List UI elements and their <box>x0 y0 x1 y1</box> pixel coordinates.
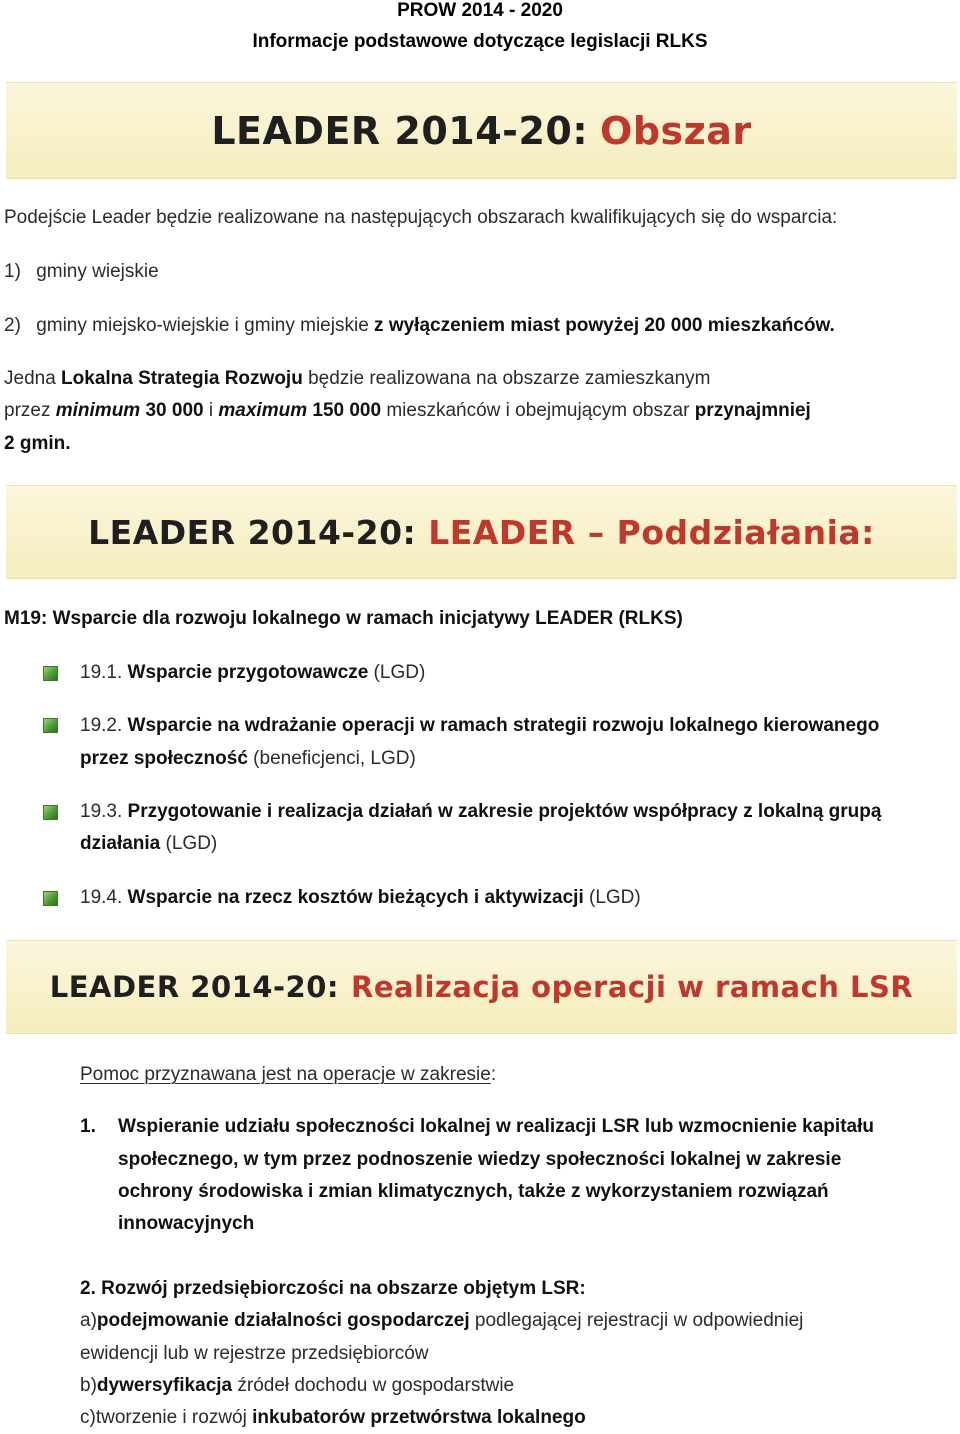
submeasure-19-4 <box>80 882 641 914</box>
support-point-2a <box>80 1305 803 1337</box>
measure-heading <box>4 603 683 635</box>
bullet-icon <box>43 718 58 733</box>
strategy-bold: 30 000 <box>140 400 204 421</box>
subpoint-text: źródeł dochodu w gospodarstwie <box>232 1375 515 1396</box>
point-text: ochrony środowiska i zmian klimatycznych, także z wykorzystaniem rozwiązań <box>118 1181 829 1202</box>
strategy-text: przez <box>4 400 56 421</box>
support-point-1-line <box>118 1208 254 1240</box>
banner-highlight: Realizacja operacji w ramach LSR <box>350 970 914 1004</box>
strategy-bold: 150 000 <box>307 400 382 421</box>
subpoint-prefix: a) <box>80 1310 97 1331</box>
submeasure-beneficiary: (LGD) <box>160 833 218 854</box>
bullet-icon <box>43 891 58 906</box>
strategy-bold: przynajmniej <box>694 400 811 421</box>
obszar-item-2 <box>4 310 835 342</box>
subpoint-text: ewidencji lub w rejestrze przedsiębiorców <box>80 1343 429 1364</box>
support-point-2 <box>80 1273 586 1305</box>
strategy-line-1 <box>4 363 710 395</box>
support-point-2a-line2 <box>80 1338 429 1370</box>
strategy-italic: maximum <box>218 400 308 421</box>
submeasure-title: Wsparcie na rzecz kosztów bieżących i aktywizacji <box>127 887 584 908</box>
obszar-intro: Podejście Leader będzie realizowane na następujących obszarach kwalifikujących się do wsparcia: <box>4 207 838 228</box>
strategy-bold: Lokalna Strategia Rozwoju <box>61 368 303 389</box>
subpoint-text: podlegającej rejestracji w odpowiedniej <box>469 1310 804 1331</box>
strategy-text: i <box>203 400 219 421</box>
banner-prefix: LEADER 2014-20: <box>49 970 339 1004</box>
subpoint-prefix: c)tworzenie i rozwój <box>80 1407 253 1428</box>
submeasure-beneficiary: (LGD) <box>583 887 641 908</box>
measure-heading-text: M19: Wsparcie dla rozwoju lokalnego w ramach inicjatywy LEADER (RLKS) <box>4 608 683 629</box>
obszar-item-1 <box>4 256 159 288</box>
item-bold-text: z wyłączeniem miast powyżej 20 000 mieszkańców. <box>374 315 835 336</box>
point-text: Wspieranie udziału społeczności lokalnej w realizacji LSR lub wzmocnienie kapitału <box>118 1116 874 1137</box>
item-number: 1) <box>4 261 21 282</box>
banner-highlight: LEADER – Poddziałania: <box>428 512 875 552</box>
support-point-1-line <box>118 1111 874 1143</box>
subpoint-bold: podejmowanie działalności gospodarczej <box>96 1310 470 1331</box>
submeasure-title: działania <box>80 833 161 854</box>
banner-highlight: Obszar <box>600 108 752 153</box>
banner-obszar <box>6 82 957 179</box>
bullet-icon <box>43 666 58 681</box>
submeasure-beneficiary: (beneficjenci, LGD) <box>247 748 416 769</box>
strategy-text: mieszkańców i obejmującym obszar <box>381 400 695 421</box>
item-number: 2) <box>4 315 21 336</box>
strategy-line-2 <box>4 395 811 427</box>
support-point-1-number <box>80 1111 96 1143</box>
document-title: PROW 2014 - 2020 <box>397 0 563 21</box>
submeasure-19-2-line2 <box>80 743 416 775</box>
submeasure-beneficiary: (LGD) <box>368 662 426 683</box>
submeasure-number: 19.4. <box>80 887 123 908</box>
strategy-line-3 <box>4 428 71 460</box>
point-number: 1. <box>80 1116 96 1137</box>
support-heading-colon: : <box>490 1064 497 1085</box>
strategy-bold: 2 gmin. <box>4 433 71 454</box>
banner-prefix: LEADER 2014-20: <box>88 512 417 552</box>
submeasure-number: 19.1. <box>80 662 123 683</box>
subpoint-bold: inkubatorów przetwórstwa lokalnego <box>252 1407 586 1428</box>
submeasure-title: przez społeczność <box>80 748 248 769</box>
subpoint-prefix: b) <box>80 1375 97 1396</box>
banner-prefix: LEADER 2014-20: <box>211 108 589 153</box>
item-text: gminy wiejskie <box>36 261 159 282</box>
submeasure-19-2 <box>80 710 879 742</box>
banner-poddzialania <box>6 485 957 579</box>
banner-realizacja <box>6 940 957 1034</box>
submeasure-title: Wsparcie przygotowawcze <box>127 662 369 683</box>
point-text: 2. Rozwój przedsiębiorczości na obszarze objętym LSR: <box>80 1278 586 1299</box>
submeasure-title: Wsparcie na wdrażanie operacji w ramach strategii rozwoju lokalnego kierowanego <box>127 715 880 736</box>
strategy-text: Jedna <box>4 368 62 389</box>
submeasure-19-3 <box>80 796 881 828</box>
subpoint-bold: dywersyfikacja <box>96 1375 233 1396</box>
support-point-2b <box>80 1370 514 1402</box>
point-text: innowacyjnych <box>118 1213 255 1234</box>
strategy-italic: minimum <box>55 400 141 421</box>
support-point-1-line <box>118 1176 829 1208</box>
submeasure-number: 19.3. <box>80 801 123 822</box>
submeasure-title: Przygotowanie i realizacja działań w zakresie projektów współpracy z lokalną grupą <box>127 801 882 822</box>
support-heading <box>80 1059 496 1091</box>
submeasure-19-1 <box>80 657 425 689</box>
submeasure-19-3-line2 <box>80 828 217 860</box>
document-subtitle: Informacje podstawowe dotyczące legislacji RLKS <box>252 31 708 52</box>
point-text: społecznego, w tym przez podnoszenie wiedzy społeczności lokalnej w zakresie <box>118 1149 842 1170</box>
item-text: gminy miejsko-wiejskie i gminy miejskie <box>36 315 375 336</box>
support-heading-text: Pomoc przyznawana jest na operacje w zakresie <box>80 1064 491 1085</box>
bullet-icon <box>43 805 58 820</box>
support-point-1-line <box>118 1144 841 1176</box>
submeasure-number: 19.2. <box>80 715 123 736</box>
strategy-text: będzie realizowana na obszarze zamieszkanym <box>302 368 711 389</box>
support-point-2c <box>80 1402 586 1434</box>
